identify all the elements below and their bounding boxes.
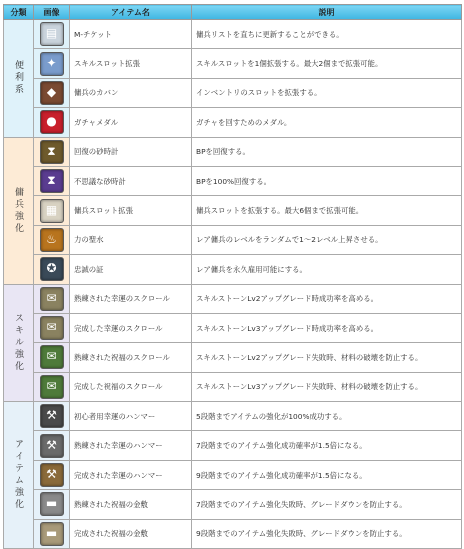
table-body: [4, 20, 462, 549]
item-name: ガチャメダル: [70, 108, 192, 137]
image-cell: [34, 490, 70, 519]
item-name: 熟練された祝福の金敷: [70, 490, 192, 519]
item-description: スキルスロットを1個拡張する。最大2個まで拡張可能。: [192, 49, 462, 78]
table-row: [4, 490, 462, 519]
image-cell: [34, 313, 70, 342]
blessing-scroll-icon: ✉: [40, 345, 64, 369]
item-description: 7段階までのアイテム強化失敗時、グレードダウンを防止する。: [192, 490, 462, 519]
table-row: [4, 255, 462, 284]
item-name: 熟練された幸運のハンマー: [70, 431, 192, 460]
item-name: 完成された幸運のハンマー: [70, 460, 192, 489]
image-cell: [34, 20, 70, 49]
item-description: 傭兵スロットを拡張する。最大6個まで拡張可能。: [192, 196, 462, 225]
hourglass-icon: ⧗: [40, 140, 64, 164]
image-cell: [34, 431, 70, 460]
item-name: 完成した幸運のスクロール: [70, 313, 192, 342]
image-cell: [34, 372, 70, 401]
bag-icon: ◆: [40, 81, 64, 105]
table-row: [4, 343, 462, 372]
header-description: 説明: [192, 5, 462, 20]
image-cell: [34, 196, 70, 225]
hammer-icon: ⚒: [40, 404, 64, 428]
table-row: [4, 372, 462, 401]
table-row: [4, 196, 462, 225]
table-header-row: [4, 5, 462, 20]
item-name: 完成された祝福の金敷: [70, 519, 192, 548]
image-cell: [34, 519, 70, 548]
item-name: M-チケット: [70, 20, 192, 49]
table-row: [4, 460, 462, 489]
scroll-icon: ✉: [40, 316, 64, 340]
item-description: 9段階までのアイテム強化失敗時、グレードダウンを防止する。: [192, 519, 462, 548]
image-cell: [34, 225, 70, 254]
item-name: 傭兵のカバン: [70, 78, 192, 107]
scroll-icon: ✉: [40, 287, 64, 311]
item-description: 9段階までのアイテム強化成功確率が1.5倍になる。: [192, 460, 462, 489]
loyalty-token-icon: ✪: [40, 257, 64, 281]
table-row: [4, 519, 462, 548]
image-cell: [34, 343, 70, 372]
item-name: 初心者用幸運のハンマー: [70, 402, 192, 431]
ticket-icon: ▤: [40, 22, 64, 46]
item-name: 熟練された祝福のスクロール: [70, 343, 192, 372]
anvil-icon: ▬: [40, 522, 64, 546]
table-row: [4, 313, 462, 342]
item-description: スキルストーンLv3アップグレード時成功率を高める。: [192, 313, 462, 342]
item-description: レア傭兵を永久雇用可能にする。: [192, 255, 462, 284]
item-description: レア傭兵のレベルをランダムで1～2レベル上昇させる。: [192, 225, 462, 254]
image-cell: [34, 49, 70, 78]
item-table: [3, 4, 462, 549]
table-row: [4, 225, 462, 254]
table-row: [4, 284, 462, 313]
mystic-hourglass-icon: ⧗: [40, 169, 64, 193]
medal-icon: ●: [40, 110, 64, 134]
item-description: 傭兵リストを直ちに更新することができる。: [192, 20, 462, 49]
holy-water-icon: ♨: [40, 228, 64, 252]
item-name: 傭兵スロット拡張: [70, 196, 192, 225]
item-name: 忠誠の証: [70, 255, 192, 284]
item-description: スキルストーンLv3アップグレード失敗時、材料の破壊を防止する。: [192, 372, 462, 401]
blessing-scroll-icon: ✉: [40, 375, 64, 399]
table-row: [4, 108, 462, 137]
item-name: 不思議な砂時計: [70, 166, 192, 195]
image-cell: [34, 460, 70, 489]
anvil-icon: ▬: [40, 492, 64, 516]
image-cell: [34, 255, 70, 284]
table-row: [4, 20, 462, 49]
mercenary-slot-icon: ▦: [40, 199, 64, 223]
category-cell: 便利系: [4, 20, 34, 138]
item-description: スキルストーンLv2アップグレード失敗時、材料の破壊を防止する。: [192, 343, 462, 372]
image-cell: [34, 166, 70, 195]
image-cell: [34, 284, 70, 313]
item-name: 熟練された幸運のスクロール: [70, 284, 192, 313]
image-cell: [34, 78, 70, 107]
category-cell: スキル強化: [4, 284, 34, 402]
item-description: 7段階までのアイテム強化成功確率が1.5倍になる。: [192, 431, 462, 460]
image-cell: [34, 137, 70, 166]
item-description: ガチャを回すためのメダル。: [192, 108, 462, 137]
table-row: [4, 402, 462, 431]
item-name: 完成した祝福のスクロール: [70, 372, 192, 401]
image-cell: [34, 402, 70, 431]
item-description: スキルストーンLv2アップグレード時成功率を高める。: [192, 284, 462, 313]
category-cell: アイテム強化: [4, 402, 34, 549]
item-name: スキルスロット拡張: [70, 49, 192, 78]
item-description: BPを回復する。: [192, 137, 462, 166]
image-cell: [34, 108, 70, 137]
table-row: [4, 166, 462, 195]
table-row: [4, 431, 462, 460]
skill-slot-icon: ✦: [40, 52, 64, 76]
hammer-icon: ⚒: [40, 434, 64, 458]
item-description: インベントリのスロットを拡張する。: [192, 78, 462, 107]
table-row: [4, 49, 462, 78]
category-cell: 傭兵強化: [4, 137, 34, 284]
table-row: [4, 78, 462, 107]
header-category: 分類: [4, 5, 34, 20]
table-row: [4, 137, 462, 166]
header-item-name: アイテム名: [70, 5, 192, 20]
hammer-icon: ⚒: [40, 463, 64, 487]
item-name: 力の聖水: [70, 225, 192, 254]
item-description: BPを100%回復する。: [192, 166, 462, 195]
item-name: 回復の砂時計: [70, 137, 192, 166]
item-description: 5段階までアイテムの強化が100%成功する。: [192, 402, 462, 431]
header-image: 画像: [34, 5, 70, 20]
